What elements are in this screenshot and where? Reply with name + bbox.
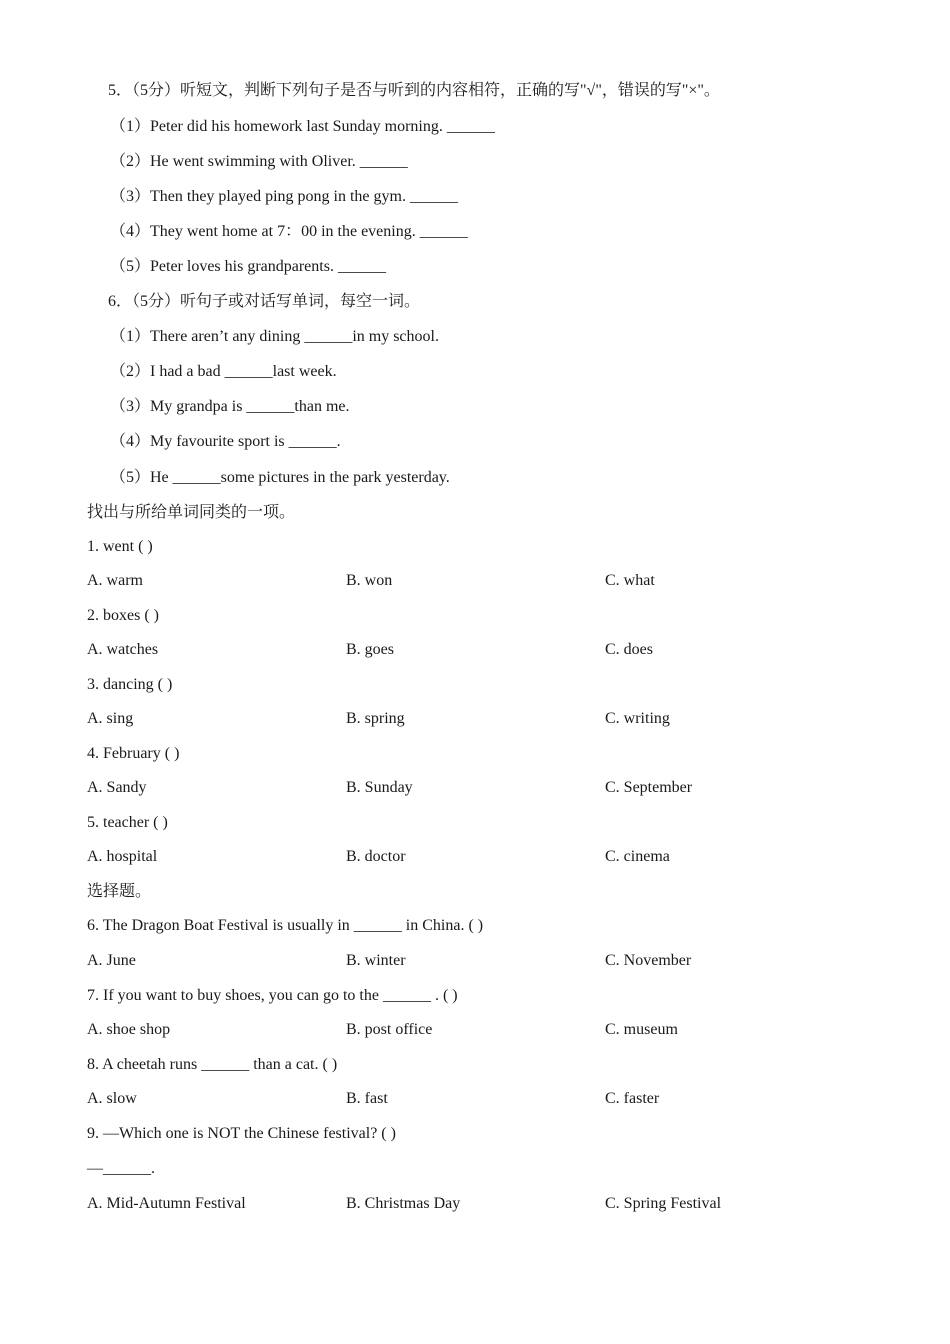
choice-q9-option-a: A. Mid-Autumn Festival	[87, 1195, 246, 1212]
categorize-q4-stem: 4. February ( )	[87, 745, 180, 762]
categorize-q2-stem: 2. boxes ( )	[87, 607, 159, 624]
section6-item-2: （2）I had a bad ______last week.	[110, 363, 337, 380]
choice-q9-stem: 9. —Which one is NOT the Chinese festival? ( )	[87, 1125, 396, 1142]
section6-heading: 6．（5分）听句子或对话写单词，每空一词。	[108, 293, 421, 310]
categorize-q3-option-c: C. writing	[605, 710, 670, 727]
categorize-q4-option-b: B. Sunday	[346, 779, 413, 796]
choice-heading: 选择题。	[87, 883, 152, 900]
choice-q8-option-b: B. fast	[346, 1090, 388, 1107]
choice-q6-stem: 6. The Dragon Boat Festival is usually in ______ in China. ( )	[87, 917, 484, 934]
choice-q9-option-b: B. Christmas Day	[346, 1195, 461, 1212]
section5-item-3: （3）Then they played ping pong in the gym. ______	[110, 188, 458, 205]
choice-q6-option-a: A. June	[87, 952, 136, 969]
section5-item-4: （4）They went home at 7：00 in the evening. ______	[110, 223, 468, 240]
section6-item-4: （4）My favourite sport is ______.	[110, 433, 341, 450]
categorize-q3-stem: 3. dancing ( )	[87, 676, 173, 693]
choice-q6-option-b: B. winter	[346, 952, 406, 969]
categorize-q3-option-a: A. sing	[87, 710, 134, 727]
choice-q6-option-c: C. November	[605, 952, 692, 969]
choice-q8-option-a: A. slow	[87, 1090, 137, 1107]
categorize-q2-option-c: C. does	[605, 641, 653, 658]
categorize-q2-option-b: B. goes	[346, 641, 394, 658]
categorize-q1-option-b: B. won	[346, 572, 393, 589]
choice-q8-option-c: C. faster	[605, 1090, 660, 1107]
categorize-q5-option-b: B. doctor	[346, 848, 406, 865]
categorize-q2-option-a: A. watches	[87, 641, 159, 658]
categorize-q1-option-c: C. what	[605, 572, 655, 589]
choice-q8-stem: 8. A cheetah runs ______ than a cat. ( )	[87, 1056, 338, 1073]
choice-q7-stem: 7. If you want to buy shoes, you can go to the ______ . ( )	[87, 987, 458, 1004]
section5-heading: 5．（5分）听短文，判断下列句子是否与听到的内容相符，正确的写"√"，错误的写"×"。	[108, 82, 720, 99]
categorize-q5-stem: 5. teacher ( )	[87, 814, 168, 831]
categorize-q5-option-a: A. hospital	[87, 848, 158, 865]
categorize-q4-option-a: A. Sandy	[87, 779, 147, 796]
section5-item-2: （2）He went swimming with Oliver. ______	[110, 153, 408, 170]
choice-q9-option-c: C. Spring Festival	[605, 1195, 722, 1212]
choice-q7-option-c: C. museum	[605, 1021, 678, 1038]
choice-q7-option-b: B. post office	[346, 1021, 433, 1038]
categorize-q1-option-a: A. warm	[87, 572, 143, 589]
section5-item-1: （1）Peter did his homework last Sunday morning. ______	[110, 118, 495, 135]
choice-q7-option-a: A. shoe shop	[87, 1021, 171, 1038]
categorize-q1-stem: 1. went ( )	[87, 538, 153, 555]
choice-q9-answer-line: —______.	[87, 1160, 155, 1177]
categorize-heading: 找出与所给单词同类的一项。	[87, 504, 296, 521]
categorize-q5-option-c: C. cinema	[605, 848, 670, 865]
categorize-q3-option-b: B. spring	[346, 710, 405, 727]
categorize-q4-option-c: C. September	[605, 779, 693, 796]
section6-item-1: （1）There aren’t any dining ______in my school.	[110, 328, 439, 345]
section6-item-5: （5）He ______some pictures in the park yesterday.	[110, 469, 450, 486]
section5-item-5: （5）Peter loves his grandparents. ______	[110, 258, 386, 275]
section6-item-3: （3）My grandpa is ______than me.	[110, 398, 350, 415]
